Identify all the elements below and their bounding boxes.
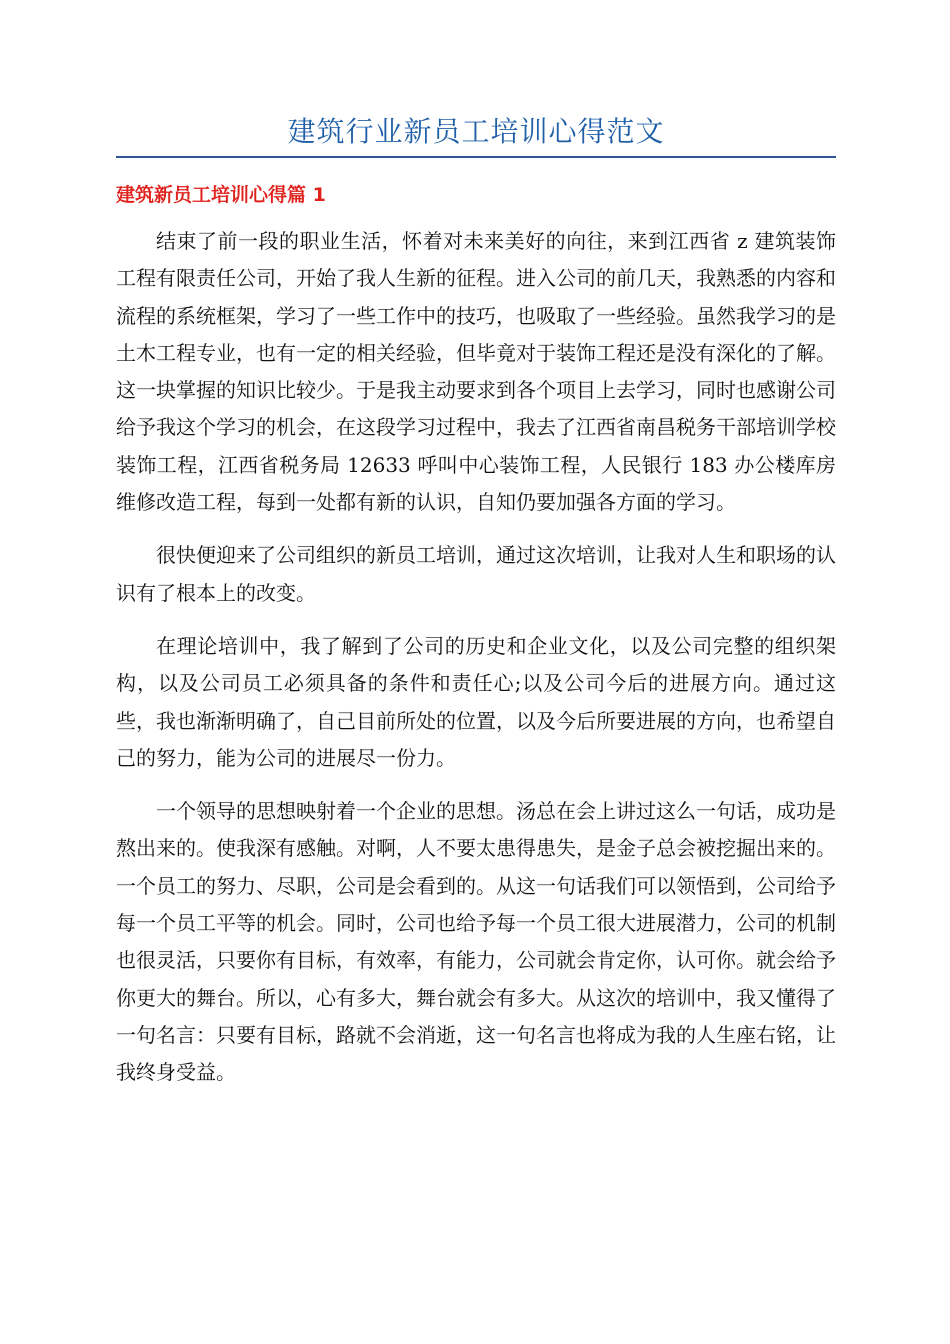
document-title: 建筑行业新员工培训心得范文 (287, 115, 665, 148)
document-page (116, 108, 836, 1108)
section-heading: 建筑新员工培训心得篇 1 (116, 184, 326, 206)
paragraph-4: 一个领导的思想映射着一个企业的思想。汤总在会上讲过这么一句话，成功是熬出来的。使我深有感触。对啊，人不要太患得患失，是金子总会被挖掘出来的。一个员工的努力、尽职，公司是会看到的。从这一句话我们可以领悟到，公司给予每一个员工平等的机会。同时，公司也给予每一个员工很大进展潜力，公司的机制也很灵活，只要你有目标，有效率，有能力，公司就会肯定你，认可你。就会给予你更大的舞台。所以，心有多大，舞台就会有多大。从这次的培训中，我又懂得了一句名言：只要有目标，路就不会消逝，这一句名言也将成为我的人生座右铭，让我终身受益。 (116, 799, 836, 1085)
paragraph-3: 在理论培训中，我了解到了公司的历史和企业文化，以及公司完整的组织架构，以及公司员工必须具备的条件和责任心;以及公司今后的进展方向。通过这些，我也渐渐明确了，自己目前所处的位置，以及今后所要进展的方向，也希望自己的努力，能为公司的进展尽一份力。 (116, 633, 836, 770)
title-underline (116, 156, 836, 158)
paragraph-2: 很快便迎来了公司组织的新员工培训，通过这次培训，让我对人生和职场的认识有了根本上的改变。 (116, 543, 836, 605)
paragraph-1: 结束了前一段的职业生活，怀着对未来美好的向往，来到江西省 z 建筑装饰工程有限责任公司，开始了我人生新的征程。进入公司的前几天，我熟悉的内容和流程的系统框架，学习了一些工作中的技巧，也吸取了一些经验。虽然我学习的是土木工程专业，也有一定的相关经验，但毕竟对于装饰工程还是没有深化的了解。这一块掌握的知识比较少。于是我主动要求到各个项目上去学习，同时也感谢公司给予我这个学习的机会，在这段学习过程中，我去了江西省南昌税务干部培训学校装饰工程，江西省税务局 12633 呼叫中心装饰工程，人民银行 183 办公楼库房维修改造工程，每到一处都有新的认识，自知仍要加强各方面的学习。 (116, 229, 836, 515)
